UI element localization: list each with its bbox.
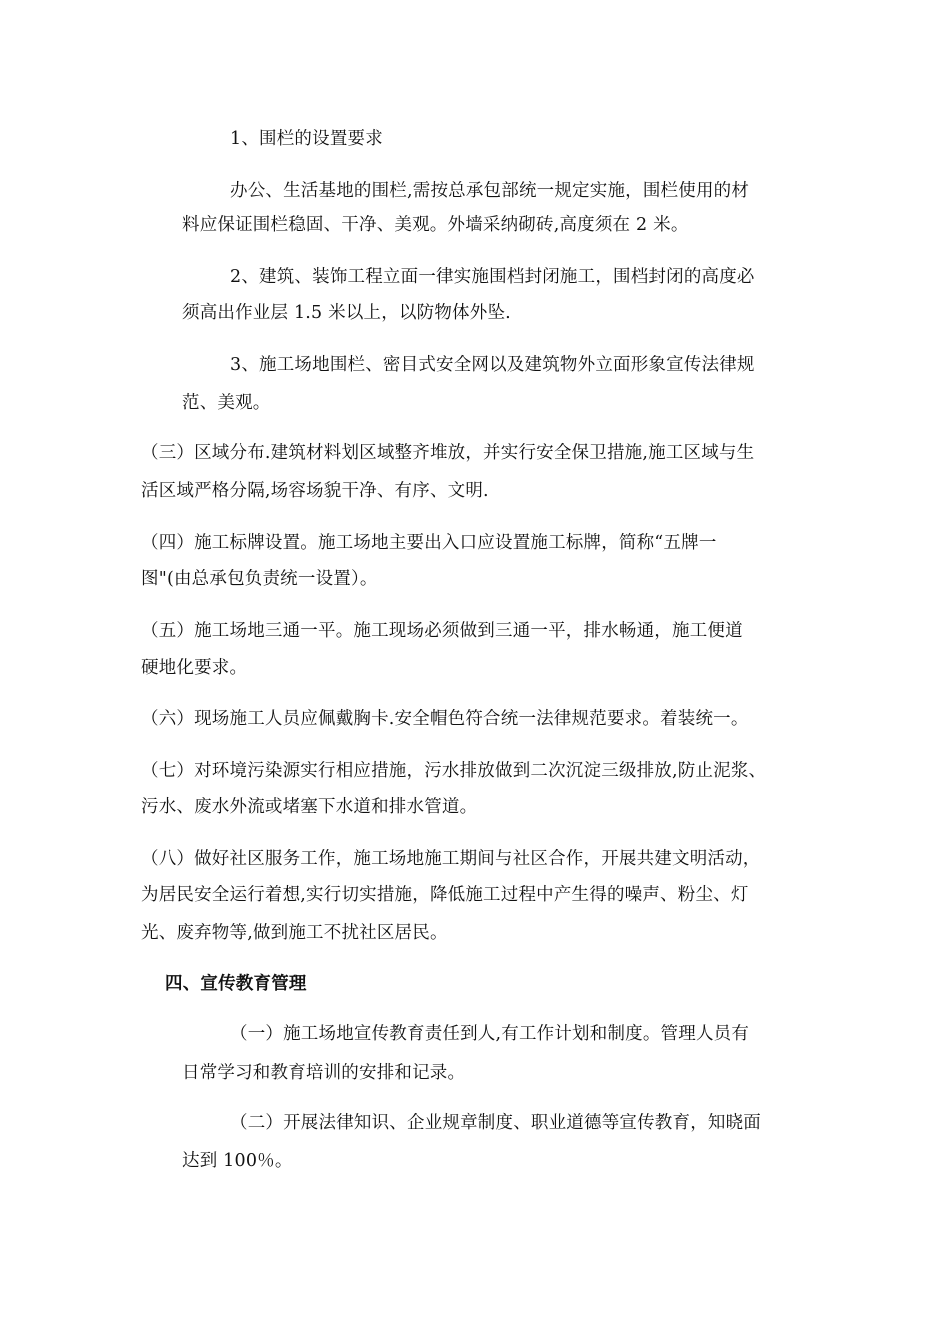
- paragraph-line: 办公、生活基地的围栏,需按总承包部统一规定实施，围栏使用的材: [230, 181, 750, 201]
- paragraph-line: 达到 100％。: [182, 1151, 293, 1171]
- paragraph-line: 为居民安全运行着想,实行切实措施，降低施工过程中产生得的噪声、粉尘、灯: [141, 885, 749, 905]
- paragraph-line: （四）施工标牌设置。施工场地主要出入口应设置施工标牌，简称“五牌一: [141, 533, 717, 553]
- paragraph-line: 污水、废水外流或堵塞下水道和排水管道。: [141, 797, 478, 817]
- paragraph-line: （二）开展法律知识、企业规章制度、职业道德等宣传教育，知晓面: [230, 1113, 761, 1133]
- section-heading: 四、宣传教育管理: [165, 974, 307, 994]
- paragraph-line: 图"(由总承包负责统一设置）。: [141, 569, 378, 589]
- paragraph-line: （五）施工场地三通一平。施工现场必须做到三通一平，排水畅通，施工便道: [141, 621, 743, 641]
- paragraph-line: （六）现场施工人员应佩戴胸卡.安全帽色符合统一法律规范要求。着装统一。: [141, 709, 749, 729]
- paragraph-line: 须高出作业层 1.5 米以上，以防物体外坠.: [182, 303, 511, 323]
- paragraph-line: （三）区域分布.建筑材料划区域整齐堆放，并实行安全保卫措施,施工区域与生: [141, 443, 755, 463]
- paragraph-line: （一）施工场地宣传教育责任到人,有工作计划和制度。管理人员有: [230, 1024, 750, 1044]
- paragraph-line: 光、废弃物等,做到施工不扰社区居民。: [141, 923, 448, 943]
- paragraph-line: 料应保证围栏稳固、干净、美观。外墙采纳砌砖,高度须在 2 米。: [182, 215, 689, 235]
- paragraph-line: 2、建筑、装饰工程立面一律实施围档封闭施工，围档封闭的高度必: [230, 267, 755, 287]
- paragraph-line: 硬地化要求。: [141, 658, 248, 678]
- paragraph-line: （七）对环境污染源实行相应措施，污水排放做到二次沉淀三级排放,防止泥浆、: [141, 761, 767, 781]
- paragraph-line: 3、施工场地围栏、密目式安全网以及建筑物外立面形象宣传法律规: [230, 355, 755, 375]
- paragraph-line: 范、美观。: [182, 393, 271, 413]
- paragraph-line: 活区域严格分隔,场容场貌干净、有序、文明.: [141, 481, 489, 501]
- paragraph-line: 1、围栏的设置要求: [230, 129, 383, 149]
- paragraph-line: （八）做好社区服务工作，施工场地施工期间与社区合作，开展共建文明活动，: [141, 849, 761, 869]
- paragraph-line: 日常学习和教育培训的安排和记录。: [182, 1063, 466, 1083]
